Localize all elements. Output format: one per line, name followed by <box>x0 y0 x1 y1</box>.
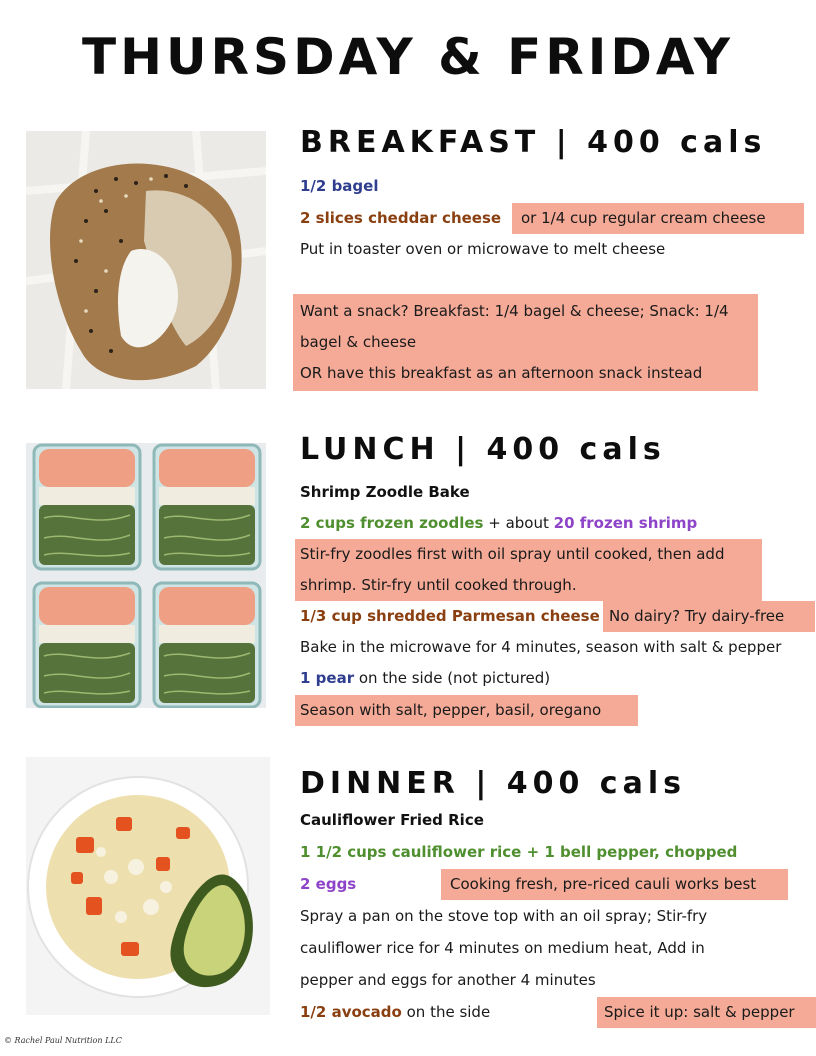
breakfast-photo <box>26 131 266 389</box>
lunch-ingredients <box>300 508 697 539</box>
avocado-side <box>300 997 490 1028</box>
snack-tip-line-2: bagel & cheese <box>300 333 417 351</box>
dinner-step-line-1: Spray a pan on the stove top with an oil spray; Stir-fry <box>300 907 708 925</box>
cream-cheese-alternative-note: or 1/4 cup regular cream cheese <box>512 203 804 234</box>
dairy-free-note: No dairy? Try dairy-free <box>603 601 815 632</box>
avocado-amount: 1/2 avocado <box>300 1003 402 1021</box>
dinner-heading: DINNER | 400 cals <box>300 766 686 801</box>
dinner-step-line-3: pepper and eggs for another 4 minutes <box>300 971 596 989</box>
season-note: Season with salt, pepper, basil, oregano <box>295 695 638 726</box>
lunch-heading: LUNCH | 400 cals <box>300 432 666 467</box>
eggs-amount: 2 eggs <box>300 875 357 893</box>
bagel-amount: 1/2 bagel <box>300 177 379 195</box>
bake-instruction: Bake in the microwave for 4 minutes, season with salt & pepper <box>300 638 782 656</box>
dinner-eggs <box>300 869 356 900</box>
copyright-footer: © Rachel Paul Nutrition LLC <box>4 1036 122 1045</box>
pear-amount: 1 pear <box>300 669 355 687</box>
snack-tip-line-1: Want a snack? Breakfast: 1/4 bagel & cheese; Snack: 1/4 <box>300 302 729 320</box>
shrimp-amount: 20 frozen shrimp <box>553 514 698 532</box>
lunch-photo <box>26 443 266 708</box>
breakfast-heading: BREAKFAST | 400 cals <box>300 125 767 160</box>
breakfast-instruction: Put in toaster oven or microwave to melt cheese <box>300 240 666 258</box>
stir-fry-step-line-2: shrimp. Stir-fry until cooked through. <box>300 576 577 594</box>
page-title: THURSDAY & FRIDAY <box>82 28 734 86</box>
plus-about-text: + about <box>483 514 554 532</box>
lunch-cheese <box>300 601 600 632</box>
cheese-amount: 2 slices cheddar cheese <box>300 209 502 227</box>
dinner-rice-and-pepper <box>300 837 737 868</box>
breakfast-item-cheese <box>300 203 501 234</box>
spice-note: Spice it up: salt & pepper <box>597 997 816 1028</box>
cauliflower-rice-amount: 1 1/2 cups cauliflower rice + 1 bell pepper, chopped <box>300 843 738 861</box>
dinner-photo <box>26 757 270 1015</box>
stir-fry-step-line-1: Stir-fry zoodles first with oil spray until cooked, then add <box>300 545 725 563</box>
parmesan-amount: 1/3 cup shredded Parmesan cheese <box>300 607 600 625</box>
breakfast-item-bagel <box>300 171 379 202</box>
pear-side <box>300 663 550 694</box>
snack-tip-line-3: OR have this breakfast as an afternoon snack instead <box>300 364 703 382</box>
lunch-recipe-name: Shrimp Zoodle Bake <box>300 483 470 501</box>
avocado-side-text: on the side <box>401 1003 491 1021</box>
dinner-step-line-2: cauliflower rice for 4 minutes on medium heat, Add in <box>300 939 705 957</box>
dinner-recipe-name: Cauliflower Fried Rice <box>300 811 484 829</box>
zoodles-amount: 2 cups frozen zoodles <box>300 514 484 532</box>
pear-side-text: on the side (not pictured) <box>354 669 551 687</box>
cooking-fresh-note: Cooking fresh, pre-riced cauli works best <box>441 869 788 900</box>
